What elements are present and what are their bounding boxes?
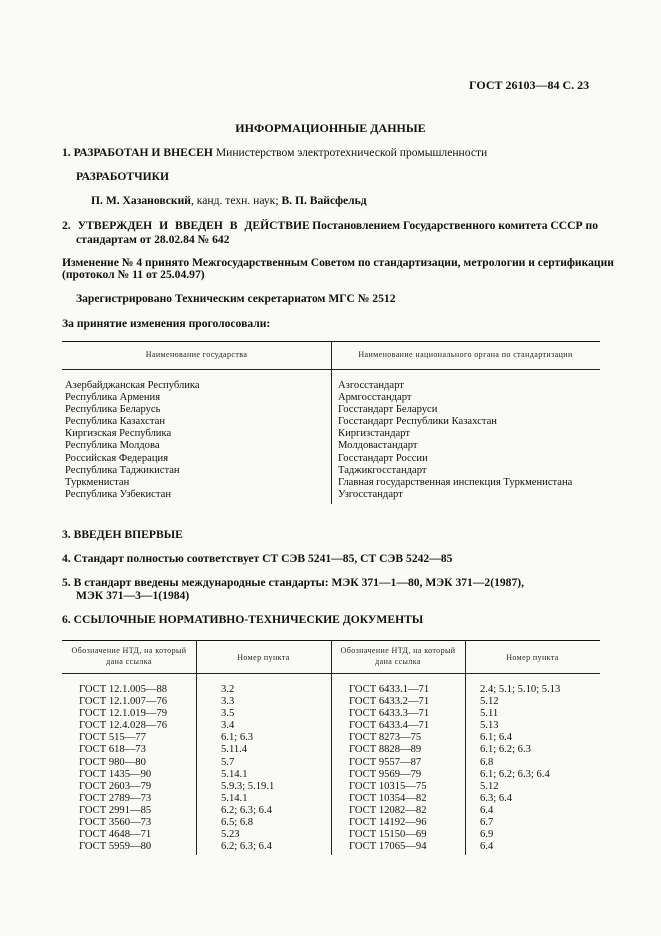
ref-item: 2.4; 5.1; 5.10; 5.13 [480,684,561,695]
ref-item: 6.2; 6.3; 6.4 [221,841,272,853]
section-2-text1: Постановлением Государственного комитета СССР по [312,219,598,232]
page-header: ГОСТ 26103—84 С. 23 [469,78,590,92]
ref-item: 5.12 [480,780,499,792]
ref-item: 5.11 [480,708,499,720]
amendment-line1: Изменение № 4 принято Межгосударственным Советом по стандартизации, метрологии и сертификации [62,256,614,269]
ref-doc: ГОСТ 6433.4—71 [349,720,430,732]
votes-bodies-column [338,380,572,501]
ref-item: 3.4 [221,720,235,732]
amendment-line2: (протокол № 11 от 25.04.97) [62,268,205,281]
body-row: Узгосстандарт [338,488,403,500]
developers-line [91,194,367,207]
refs-header-doc-left: Обозначение НТД, на который дана ссылка [71,646,187,666]
body-row: Госстандарт России [338,452,428,464]
ref-doc: ГОСТ 1435—90 [79,768,152,780]
state-row: Азербайджанская Республика [65,380,200,391]
refs-left-docs-column [79,684,167,853]
ref-doc: ГОСТ 980—80 [79,756,146,768]
ref-item: 3.3 [221,696,235,708]
ref-item: 5.9.3; 5.19.1 [221,780,275,792]
developer-degree-1: , канд. техн. наук; [190,194,282,207]
ref-doc: ГОСТ 6433.2—71 [349,696,430,708]
ref-item: 6.1; 6.2; 6.3; 6.4 [480,768,550,780]
ref-doc: ГОСТ 17065—94 [349,841,427,853]
state-row: Российская Федерация [65,452,169,464]
body-row: Армгосстандарт [338,392,412,404]
refs-divider-1 [196,640,197,855]
body-row: Госстандарт Республики Казахстан [338,416,497,428]
body-row: Госстандарт Беларуси [338,404,438,416]
refs-divider-2 [331,640,332,855]
ref-item: 3.2 [221,684,235,695]
section-2-lead: 2. УТВЕРЖДЕН И ВВЕДЕН В ДЕЙСТВИЕ [62,219,310,232]
registered-line: Зарегистрировано Техническим секретариатом МГС № 2512 [76,292,396,305]
ref-doc: ГОСТ 5959—80 [79,841,152,853]
ref-doc: ГОСТ 6433.3—71 [349,708,430,720]
voted-line: За принятие изменения проголосовали: [62,317,271,330]
ref-item: 5.12 [480,696,499,708]
body-row: Главная государственная инспекция Туркменистана [338,476,573,488]
ref-item: 6.1; 6.2; 6.3 [480,744,531,756]
refs-left-items-column [221,684,274,853]
ref-item: 5.14.1 [221,792,248,804]
state-row: Республика Армения [65,392,161,404]
ref-doc: ГОСТ 8273—75 [349,732,422,744]
ref-item: 6.5; 6.8 [221,817,254,829]
ref-doc: ГОСТ 9569—79 [349,768,422,780]
section-5-line1: 5. В стандарт введены международные стандарты: МЭК 371—1—80, МЭК 371—2(1987), [62,576,525,589]
ref-doc: ГОСТ 12.1.019—79 [79,708,168,720]
votes-table-divider [331,341,332,504]
ref-doc: ГОСТ 12.4.028—76 [79,720,168,732]
ref-doc: ГОСТ 6433.1—71 [349,684,430,695]
state-row: Республика Казахстан [65,416,166,428]
section-1 [62,146,487,159]
body-row: Молдовастандарт [338,440,418,452]
ref-doc: ГОСТ 2789—73 [79,792,152,804]
section-3: 3. ВВЕДЕН ВПЕРВЫЕ [62,528,183,541]
ref-doc: ГОСТ 14192—96 [349,817,427,829]
ref-item: 6.7 [480,817,494,829]
section-1-lead: 1. РАЗРАБОТАН И ВНЕСЕН [62,146,213,159]
ref-doc: ГОСТ 12.1.005—88 [79,684,168,695]
ref-doc: ГОСТ 9557—87 [349,756,422,768]
state-row: Республика Узбекистан [65,488,172,500]
votes-header-state: Наименование государства [145,350,248,359]
ref-doc: ГОСТ 4648—71 [79,829,152,841]
state-row: Республика Молдова [65,440,160,452]
ref-item: 6.4 [480,804,494,816]
ref-doc: ГОСТ 12082—82 [349,804,427,816]
ref-doc: ГОСТ 15150—69 [349,829,427,841]
state-row: Киргизская Республика [65,428,172,440]
refs-divider-3 [465,640,466,855]
ref-item: 6.1; 6.4 [480,732,513,744]
section-2-line1 [62,219,598,232]
section-4: 4. Стандарт полностью соответствует СТ СЭВ 5241—85, СТ СЭВ 5242—85 [62,552,453,565]
ref-item: 5.23 [221,829,240,841]
developer-name-2: В. П. Вайсфельд [281,194,367,207]
developer-name-1: П. М. Хазановский [91,194,191,207]
ref-item: 6.9 [480,829,494,841]
refs-right-docs-column [349,684,429,853]
refs-header-item-right: Номер пункта [506,653,559,662]
ref-item: 5.13 [480,720,499,732]
ref-item: 6.3; 6.4 [480,792,513,804]
ref-doc: ГОСТ 10354—82 [349,792,427,804]
ref-doc: ГОСТ 12.1.007—76 [79,696,168,708]
body-row: Таджикгосстандарт [338,464,427,476]
section-1-text: Министерством электротехнической промышленности [215,146,488,159]
ref-item: 5.14.1 [221,768,248,780]
section-5-line2: МЭК 371—3—1(1984) [76,589,190,602]
ref-doc: ГОСТ 2991—85 [79,804,152,816]
ref-item: 5.7 [221,756,235,768]
ref-item: 6.2; 6.3; 6.4 [221,804,272,816]
body-row: Киргизстандарт [338,428,410,440]
refs-header-doc-right: Обозначение НТД, на который дана ссылка [340,646,456,666]
body-row: Азгосстандарт [338,380,404,391]
state-row: Туркменистан [65,476,130,488]
refs-right-items-column [480,684,560,853]
refs-header-item-left: Номер пункта [237,653,290,662]
ref-doc: ГОСТ 2603—79 [79,780,152,792]
ref-doc: ГОСТ 10315—75 [349,780,427,792]
state-row: Республика Беларусь [65,404,161,416]
ref-doc: ГОСТ 3560—73 [79,817,152,829]
ref-doc: ГОСТ 515—77 [79,732,146,744]
state-row: Республика Таджикистан [65,464,180,476]
developers-heading: РАЗРАБОТЧИКИ [76,170,170,183]
ref-doc: ГОСТ 618—73 [79,744,146,756]
votes-states-column [65,380,200,501]
page-title: ИНФОРМАЦИОННЫЕ ДАННЫЕ [235,121,426,135]
ref-item: 3.5 [221,708,235,720]
ref-item: 5.11.4 [221,744,248,756]
section-2-text2: стандартам от 28.02.84 № 642 [76,233,230,246]
ref-doc: ГОСТ 8828—89 [349,744,422,756]
votes-header-body: Наименование национального органа по стандартизации [358,350,573,359]
ref-item: 6.1; 6.3 [221,732,254,744]
ref-item: 6.8 [480,756,494,768]
section-6: 6. ССЫЛОЧНЫЕ НОРМАТИВНО-ТЕХНИЧЕСКИЕ ДОКУМЕНТЫ [62,613,424,626]
ref-item: 6.4 [480,841,494,853]
